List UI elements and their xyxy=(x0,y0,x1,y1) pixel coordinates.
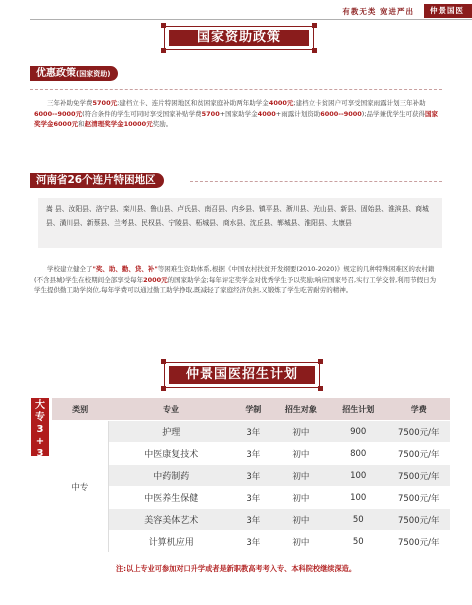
brand-badge: 仲景国医 xyxy=(424,4,472,18)
quota-cell: 50 xyxy=(329,509,387,531)
section-divider xyxy=(190,181,442,182)
major-cell: 中医康复技术 xyxy=(108,443,234,465)
years-cell: 3年 xyxy=(234,531,273,553)
county-list: 嵩 县、汝阳县、洛宁县、栾川县、鲁山县、卢氏县、南召县、内乡县、镇平县、淅川县、光山县、新县、固始县、淮滨县、商城县、潢川县、新蔡县、兰考县、民权县、宁陵县、柘城县、商水县、沈丘县、郸城县、淮阳县、太康县 xyxy=(46,205,429,227)
fee-cell: 7500元/年 xyxy=(387,421,450,443)
policy-paragraph xyxy=(34,98,442,130)
slogan: 有教无类 宽进严出 xyxy=(342,6,414,16)
body-text: 奖励。 xyxy=(152,120,173,128)
fee-cell: 7500元/年 xyxy=(387,509,450,531)
quota-cell: 100 xyxy=(329,465,387,487)
col-header-quota: 招生计划 xyxy=(329,398,387,421)
side-tag-char: 专 xyxy=(35,412,45,423)
body-text: 学校建立健全了 xyxy=(47,265,93,273)
quota-cell: 900 xyxy=(329,421,387,443)
table-header-row xyxy=(52,398,450,421)
side-tag-char: 3 xyxy=(36,424,44,435)
table-row xyxy=(52,443,450,465)
target-cell: 初中 xyxy=(273,443,329,465)
major-cell: 护理 xyxy=(108,421,234,443)
highlight-text: 6000--9000 xyxy=(320,109,362,118)
body-text: +雨露计划资助 xyxy=(275,109,321,118)
fee-cell: 7500元/年 xyxy=(387,531,450,553)
years-cell: 3年 xyxy=(234,487,273,509)
col-header-fee: 学费 xyxy=(387,398,450,421)
section-tag-policy xyxy=(30,66,118,81)
table-row xyxy=(52,487,450,509)
body-text: 的国家助学金;每年评定奖学金对优秀学生予以奖励;响应国家号召,实行工学交替,利用节假日为学生提供勤工助学岗位,每年学费可以通过勤工助学挣取,既减轻了家庭经济负担,又锻炼了学生吃苦耐劳的精神。 xyxy=(34,275,437,294)
target-cell: 初中 xyxy=(273,421,329,443)
category-cell: 中专 xyxy=(52,421,108,553)
side-tag-char: 3 xyxy=(36,448,44,459)
highlight-text: 4000元 xyxy=(268,99,294,107)
body-text: 等困难生资助体系,根据《中国农村扶贫开发纲要(2010-2020)》规定的几种特殊困难区的农村籍(不含县城)学生在校期间全部享受每年 xyxy=(34,265,435,284)
county-list-box xyxy=(38,198,442,248)
quota-cell: 50 xyxy=(329,531,387,553)
fee-cell: 7500元/年 xyxy=(387,443,450,465)
section-tag-label: 优惠政策 xyxy=(36,68,76,79)
quota-cell: 800 xyxy=(329,443,387,465)
table-row xyxy=(52,465,450,487)
major-cell: 中药制药 xyxy=(108,465,234,487)
highlight-text: 赵清理奖学金10000元 xyxy=(84,120,153,128)
target-cell: 初中 xyxy=(273,509,329,531)
years-cell: 3年 xyxy=(234,443,273,465)
target-cell: 初中 xyxy=(273,487,329,509)
col-header-major: 专业 xyxy=(108,398,234,421)
highlight-text: "奖、助、勤、贷、补" xyxy=(92,265,158,273)
highlight-text: 6000--9000元 xyxy=(34,109,83,118)
major-cell: 中医养生保健 xyxy=(108,487,234,509)
body-text: +国家助学金 xyxy=(219,109,258,118)
quota-cell: 100 xyxy=(329,487,387,509)
plan-title: 仲景国医招生计划 xyxy=(169,366,315,384)
body-text: (符合条件的学生可同时享受国家补贴学费 xyxy=(82,109,202,118)
body-text: 三年补助免学费 xyxy=(47,99,93,107)
footnote: 注:以上专业可参加对口升学或者是新职教高考考入专、本科院校继续深造。 xyxy=(115,564,357,573)
body-text: );品学兼优学生可获得 xyxy=(361,109,426,118)
years-cell: 3年 xyxy=(234,421,273,443)
top-bar xyxy=(342,4,472,18)
col-header-category: 类别 xyxy=(52,398,108,421)
fee-cell: 7500元/年 xyxy=(387,487,450,509)
plan-title-box xyxy=(164,362,320,388)
side-tag-college-3plus3 xyxy=(31,398,49,459)
body-text: 和 xyxy=(78,120,85,128)
highlight-text: 5700元 xyxy=(92,99,118,107)
body-text: ;建档立卡、连片特困地区和贫困家庭补助两年助学金 xyxy=(117,99,269,107)
col-header-target: 招生对象 xyxy=(273,398,329,421)
page-title: 国家资助政策 xyxy=(169,30,309,46)
target-cell: 初中 xyxy=(273,531,329,553)
section-tag-regions: 河南省26个连片特困地区 xyxy=(30,173,164,188)
major-cell: 美容美体艺术 xyxy=(108,509,234,531)
top-divider xyxy=(30,19,472,20)
fee-cell: 7500元/年 xyxy=(387,465,450,487)
enrollment-table xyxy=(52,398,450,553)
table-row xyxy=(52,531,450,553)
section-divider xyxy=(30,89,442,90)
target-cell: 初中 xyxy=(273,465,329,487)
highlight-text: 国家奖学金6000元 xyxy=(34,109,439,128)
table-row xyxy=(52,421,450,443)
body-text: ;建档立卡贫困户可享受国家雨露计划三年补助 xyxy=(293,99,426,107)
years-cell: 3年 xyxy=(234,465,273,487)
highlight-text: 2000元 xyxy=(143,275,168,284)
col-header-years: 学制 xyxy=(234,398,273,421)
side-tag-char: 大 xyxy=(35,400,45,411)
page-title-box xyxy=(164,26,314,50)
section-tag-note: (国家资助) xyxy=(76,70,111,78)
highlight-text: 5700 xyxy=(201,109,220,118)
aid-system-paragraph xyxy=(34,264,442,296)
side-tag-char: + xyxy=(35,436,45,447)
major-cell: 计算机应用 xyxy=(108,531,234,553)
years-cell: 3年 xyxy=(234,509,273,531)
table-row xyxy=(52,509,450,531)
highlight-text: 4000 xyxy=(257,109,276,118)
